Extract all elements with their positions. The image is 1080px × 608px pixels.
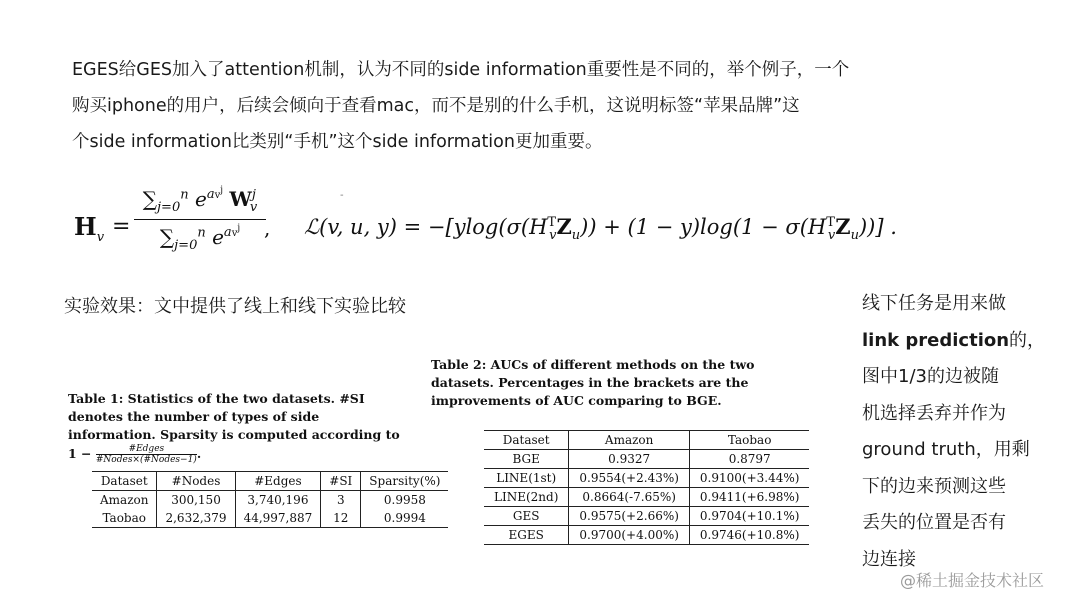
intro-line-1: EGES给GES加入了attention机制，认为不同的side information重要性是不同的，举个例子，一个 — [72, 60, 850, 80]
side-note-line: 下的边来预测这些 — [862, 475, 1006, 497]
table-header-cell: #Nodes — [157, 472, 235, 491]
table-cell: 3 — [321, 491, 361, 510]
table2 — [484, 430, 809, 545]
table-cell: 0.9700(+4.00%) — [569, 526, 690, 545]
table-header-row — [92, 472, 448, 491]
table-cell: 12 — [321, 509, 361, 528]
fraction-numerator: $\sum_{j=0}^n$ $e^{av^j}$ $W^j_v$ — [142, 186, 258, 215]
formula-lhs: $H_v$ — [74, 212, 105, 245]
table-cell: 3,740,196 — [235, 491, 321, 510]
table-cell: 0.9704(+10.1%) — [699, 509, 800, 523]
table-cell: GES — [484, 507, 569, 526]
intro-line-2: 购买iphone的用户，后续会倾向于查看mac，而不是别的什么手机，这说明标签“苹果品牌”这 — [72, 96, 800, 116]
formula-comma: , — [264, 216, 271, 240]
table-cell: Taobao — [92, 509, 157, 528]
side-note-line: ground truth，用剩 — [862, 439, 1030, 460]
side-note-line: 边连接 — [862, 548, 916, 570]
table-cell: 2,632,379 — [157, 509, 235, 528]
intro-paragraph — [72, 52, 922, 160]
formula-equals: = — [112, 214, 131, 239]
table-cell: 0.9327 — [569, 450, 690, 469]
table-cell: 0.9575(+2.66%) — [569, 507, 690, 526]
table-cell: 0.9100(+3.44%) — [699, 471, 800, 485]
fraction-denominator: $\sum_{j=0}^n$ $e^{av^j}$ — [159, 223, 241, 253]
table-cell: 0.8664(-7.65%) — [569, 488, 690, 507]
table-row — [484, 526, 809, 545]
table-cell: 0.9411(+6.98%) — [699, 490, 800, 504]
table-row — [92, 509, 448, 528]
fraction-bar — [134, 219, 266, 220]
table-cell: 0.9994 — [383, 511, 426, 525]
table-cell: BGE — [484, 450, 569, 469]
table-header-cell: Dataset — [92, 472, 157, 491]
experiment-heading: 实验效果：文中提供了线上和线下实验比较 — [64, 296, 406, 317]
table-cell: Amazon — [92, 491, 157, 510]
side-note-line: 机选择丢弃并作为 — [862, 402, 1006, 424]
table1-caption: Table 1: Statistics of the two datasets. #SI denotes the number of types of side information. Sparsity is computed according to 1 − #Edges #Nodes×(#Nodes−1) . — [68, 391, 400, 465]
table-cell: 0.9554(+2.43%) — [569, 469, 690, 488]
table-header-cell: Dataset — [484, 431, 569, 450]
side-note-line: 丢失的位置是否有 — [862, 512, 1006, 533]
table-cell: 44,997,887 — [235, 509, 321, 528]
stray-mark: - — [340, 190, 344, 201]
table1 — [92, 471, 448, 528]
side-note — [862, 286, 1062, 578]
table-header-cell: Amazon — [569, 431, 690, 450]
table-header-cell: Taobao — [727, 433, 772, 447]
table-cell: 300,150 — [157, 491, 235, 510]
table-cell: EGES — [484, 526, 569, 545]
table-header-cell: #SI — [321, 472, 361, 491]
table-cell: LINE(1st) — [484, 469, 569, 488]
table-cell: 0.8797 — [728, 452, 771, 466]
table-row — [484, 450, 809, 469]
intro-line-3: 个side information比类别“手机”这个side information更加重要。 — [72, 132, 603, 152]
table-row — [484, 507, 809, 526]
table-row — [484, 488, 809, 507]
table-header-row — [484, 431, 809, 450]
side-note-line: 图中1/3的边被随 — [862, 366, 999, 387]
side-note-line: link prediction的， — [862, 329, 1046, 351]
table-row — [92, 491, 448, 510]
table-cell: 0.9958 — [383, 493, 426, 507]
table-cell: LINE(2nd) — [484, 488, 569, 507]
attention-fraction — [130, 186, 270, 253]
table-header-cell: #Edges — [235, 472, 321, 491]
table-row — [484, 469, 809, 488]
table2-caption: Table 2: AUCs of different methods on the two datasets. Percentages in the brackets are the improvements of AUC comparing to BGE. — [431, 357, 755, 408]
side-note-line: 线下任务是用来做 — [862, 293, 1006, 314]
loss-formula: ℒ(v, u, $y) = -[ylog(\sigma(H^T_vZ_u)) + (1 - y)\log(1 - \sigma(H^T_vZ_u))]$ . — [304, 214, 897, 244]
watermark: @稀土掘金技术社区 — [900, 571, 1045, 590]
table-cell: 0.9746(+10.8%) — [699, 528, 800, 542]
table-header-cell: Sparsity(%) — [369, 474, 441, 488]
